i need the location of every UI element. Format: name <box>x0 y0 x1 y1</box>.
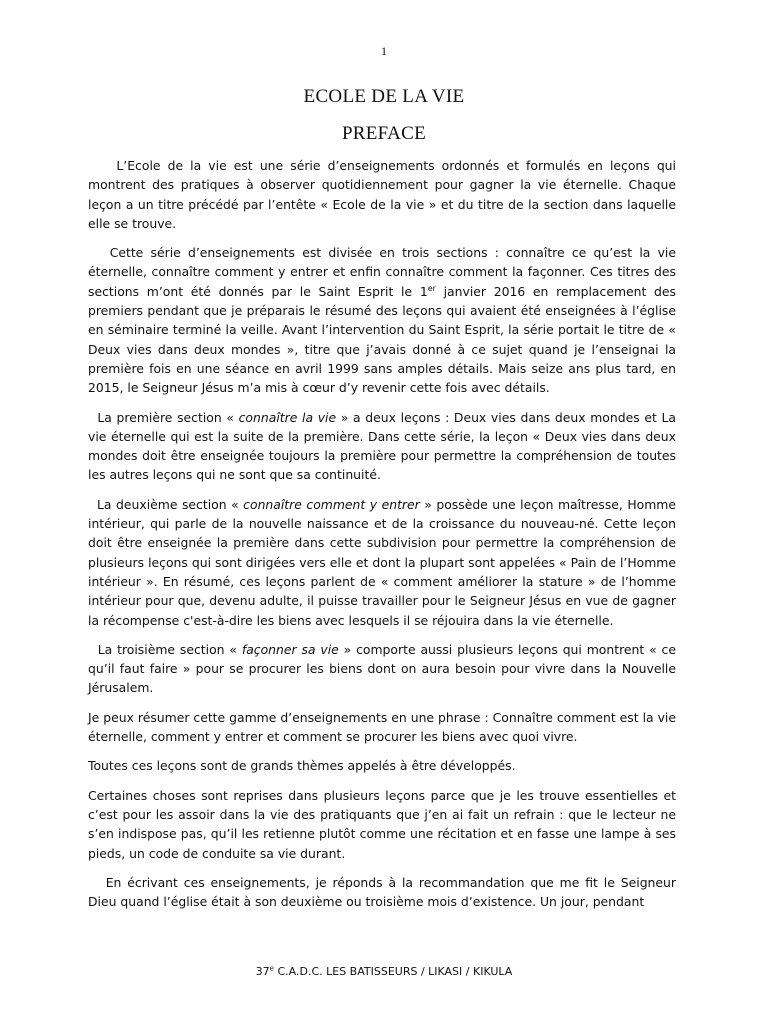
paragraph-6: Je peux résumer cette gamme d’enseignements en une phrase : Connaître comment est la vie éternelle, comment y entrer et comment se procurer les biens avec quoi vivre. <box>88 709 676 745</box>
paragraph-3 <box>88 408 676 485</box>
paragraph-4-text-a: La deuxième section « <box>97 496 244 512</box>
paragraph-1-text: L’Ecole de la vie est une série d’enseignements ordonnés et formulés en leçons qui montrent des pratiques à observer quotidiennement pour gagner la vie éternelle. Chaque leçon a un titre précédé par l’entête « Ecole de la vie » et du titre de la section dans laquelle elle se trouve. <box>88 158 676 231</box>
section-title: PREFACE <box>341 123 427 144</box>
paragraph-3-text-b: » a deux leçons : Deux vies dans deux mondes et La vie éternelle qui est la suite de la première. Dans cette série, la leçon « Deux vies dans deux mondes doit être enseignée toujours la première pour permettre la compréhension de toutes les autres leçons qui ne sont que sa continuité. <box>88 409 676 483</box>
paragraph-9 <box>88 873 676 912</box>
footer-text: C.A.D.C. LES BATISSEURS / LIKASI / KIKULA <box>273 965 513 978</box>
footer-number: 37 <box>255 965 270 978</box>
paragraph-9-text: En écrivant ces enseignements, je réponds à la recommandation que me fit le Seigneur Dieu quand l’église était à son deuxième ou troisième mois d’existence. Un jour, pendant <box>88 874 676 910</box>
paragraph-1 <box>88 156 676 233</box>
paragraph-5-text-a: La troisième section « <box>97 641 242 657</box>
paragraph-7: Toutes ces leçons sont de grands thèmes appelés à être développés. <box>88 758 516 774</box>
document-body <box>88 156 676 921</box>
paragraph-4-text-b: » possède une leçon maîtresse, Homme intérieur, qui parle de la nouvelle naissance et de la croissance du nouveau-né. Cette leçon doit être enseignée la première dans cette subdivision pour permettre la compréhension de plusieurs leçons qui sont dirigées vers elle et dont la plupart sont appelées « Pain de l’Homme intérieur ». En résumé, ces leçons parlent de « comment améliorer la stature » de l’homme intérieur pour que, devenu adulte, il puisse travailler pour le Seigneur Jésus en vue de gagner la récompense c'est-à-dire les biens avec lesquels il se réjouira dans la vie éternelle. <box>88 496 677 628</box>
paragraph-4 <box>88 495 676 630</box>
paragraph-5-italic: façonner sa vie <box>241 641 339 657</box>
paragraph-2 <box>88 243 676 397</box>
paragraph-2-text-b: janvier 2016 en remplacement des premiers pendant que je préparais le résumé des leçons qui avaient été enseignées à l’église en séminaire terminé la veille. Avant l’intervention du Saint Esprit, la série portait le titre de « Deux vies dans deux mondes », titre que j’avais donné à ce sujet quand je l’enseignai la première fois en une séance en avril 1999 sans amples détails. Mais seize ans plus tard, en 2015, le Seigneur Jésus m’a mis à cœur d’y revenir cette fois avec détails. <box>88 283 676 396</box>
paragraph-3-text-a: La première section « <box>97 409 239 425</box>
page-number: 1 <box>381 44 387 58</box>
document-title: ECOLE DE LA VIE <box>303 86 465 107</box>
paragraph-4-italic: connaître comment y entrer <box>243 496 420 512</box>
paragraph-5 <box>88 640 676 698</box>
page-footer <box>0 965 768 978</box>
paragraph-2-text-a: Cette série d’enseignements est divisée en trois sections : connaître ce qu’est la vie éternelle, connaître comment y entrer et enfin connaître comment la façonner. Ces titres des sections m’ont été donnés par le Saint Esprit le 1 <box>88 245 676 299</box>
paragraph-2-superscript: er <box>427 283 436 293</box>
paragraph-8: Certaines choses sont reprises dans plusieurs leçons parce que je les trouve essentielles et c’est pour les assoir dans la vie des pratiquants que j’en ai fait un refrain : que le lecteur ne s’en indispose pas, qu’il les retienne plutôt comme une récitation et en fasse une lampe à ses pieds, un code de conduite sa vie durant. <box>88 787 676 861</box>
paragraph-3-italic: connaître la vie <box>238 409 337 425</box>
paragraph-5-text-b: » comporte aussi plusieurs leçons qui montrent « ce qu’il faut faire » pour se procurer les biens dont on aura besoin pour vivre dans la Nouvelle Jérusalem. <box>88 641 676 696</box>
footer-superscript: e <box>269 964 274 973</box>
